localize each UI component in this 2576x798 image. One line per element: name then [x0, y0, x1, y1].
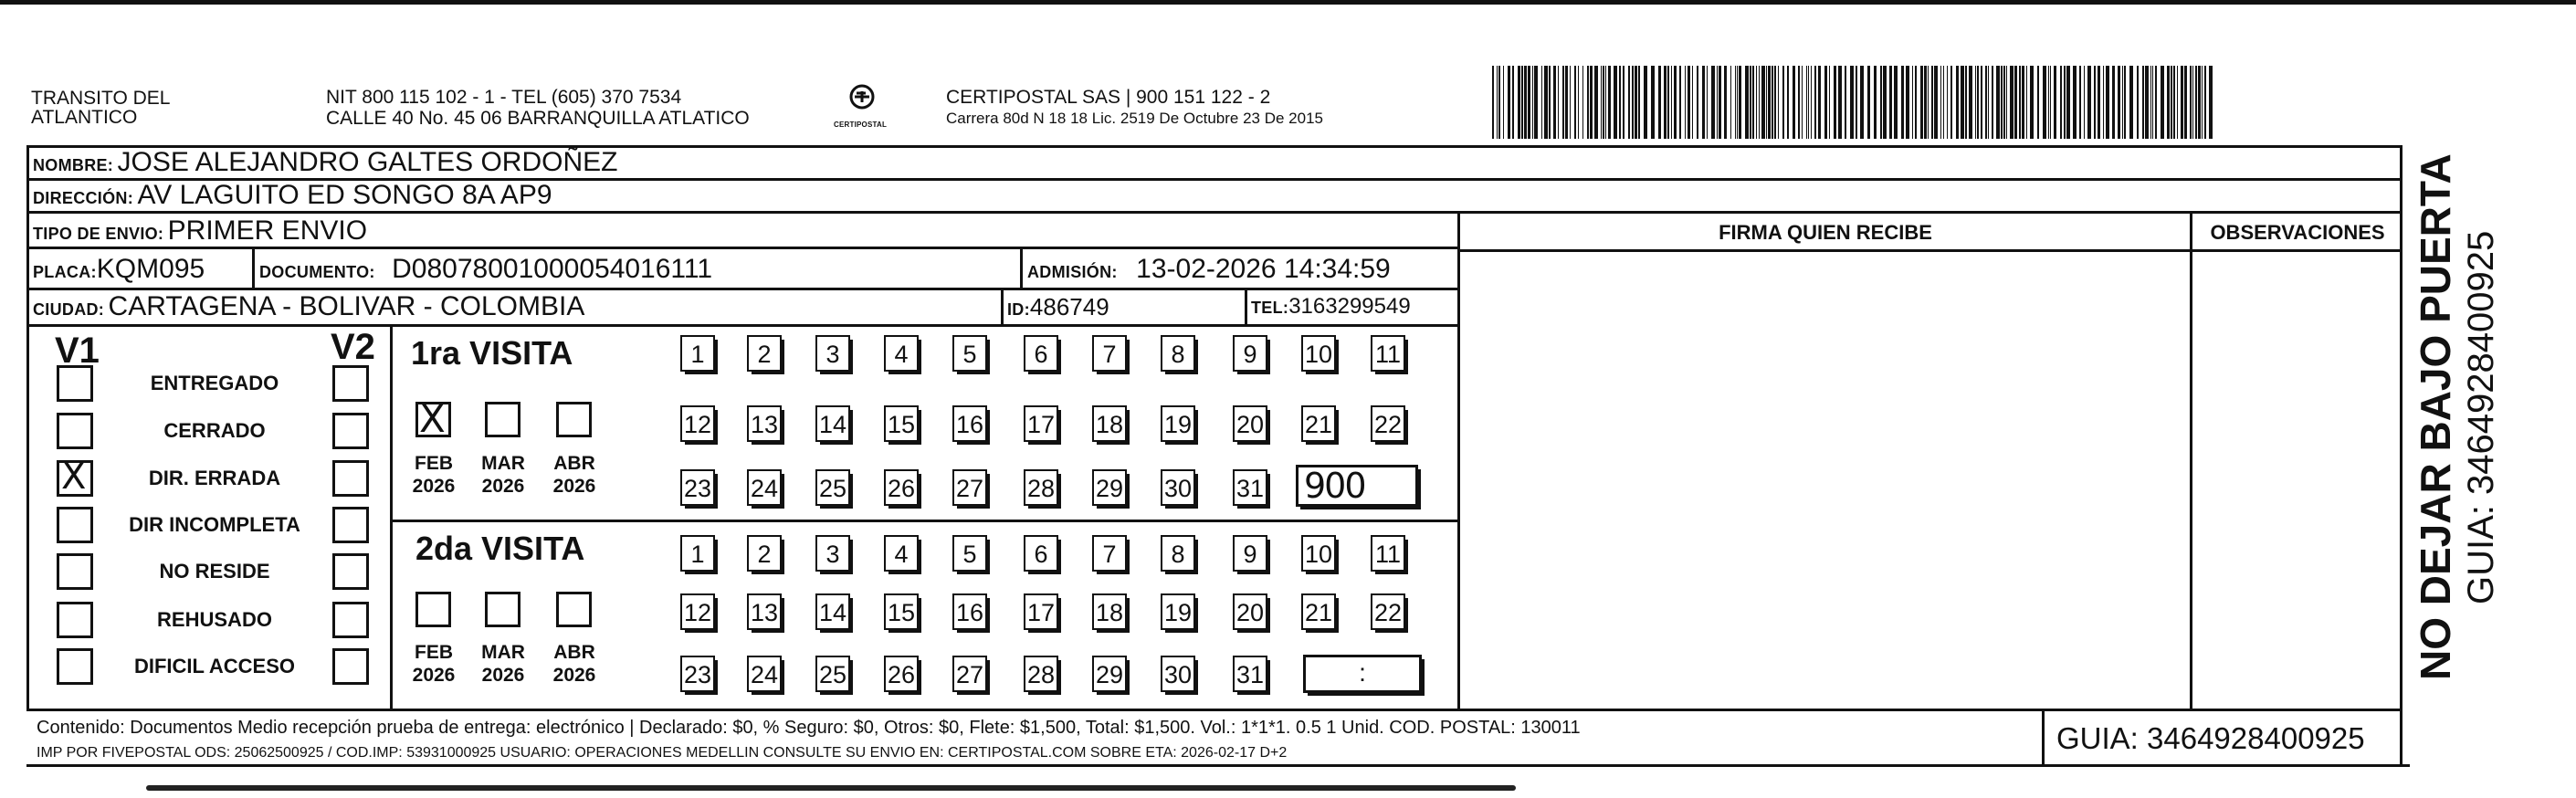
tel-value: 3163299549	[1288, 294, 1411, 319]
footer-imp: IMP POR FIVEPOSTAL ODS: 25062500925 / COD.IMP: 53931000925 USUARIO: OPERACIONES MEDELLIN CONSULTE SU ENVIO EN: CERTIPOSTAL.COM SOBRE ETA: 2026-02-17 D+2	[37, 745, 1288, 761]
day-box[interactable]: 2	[747, 335, 782, 372]
id-label: ID:	[1007, 300, 1030, 319]
signature-area[interactable]	[1461, 253, 2188, 708]
day-box[interactable]: 28	[1024, 469, 1058, 506]
v1-checkbox[interactable]	[57, 553, 93, 590]
col-divider	[1001, 288, 1004, 326]
v2-checkbox[interactable]	[332, 648, 369, 685]
nombre-row	[33, 147, 617, 183]
day-box[interactable]: 16	[952, 593, 987, 630]
month-label	[476, 452, 531, 498]
sender-nit: NIT 800 115 102 - 1 - TEL (605) 370 7534	[326, 87, 682, 108]
month-year: 2026	[552, 476, 596, 497]
month-checkbox[interactable]	[556, 402, 592, 437]
day-box[interactable]: 31	[1233, 469, 1267, 506]
col-divider	[1245, 288, 1247, 326]
month-name: FEB	[415, 642, 453, 663]
day-box[interactable]: 12	[680, 593, 715, 630]
day-box[interactable]: 15	[884, 593, 919, 630]
v2-checkbox[interactable]	[332, 365, 369, 402]
month-checkbox[interactable]	[415, 396, 451, 441]
visit2-title: 2da VISITA	[415, 530, 585, 567]
day-box[interactable]: 25	[815, 469, 850, 506]
day-box[interactable]: 12	[680, 405, 715, 442]
courier-address: Carrera 80d N 18 18 Lic. 2519 De Octubre 23 De 2015	[946, 110, 1323, 127]
month-checkbox[interactable]	[485, 592, 520, 627]
day-box[interactable]: 1	[680, 535, 715, 572]
day-box[interactable]: 9	[1233, 335, 1267, 372]
courier-name: CERTIPOSTAL SAS | 900 151 122 - 2	[946, 87, 1271, 108]
tipo-label: TIPO DE ENVIO:	[33, 225, 164, 243]
day-box[interactable]: 8	[1161, 535, 1195, 572]
month-label	[476, 641, 531, 687]
nombre-label: NOMBRE:	[33, 156, 114, 174]
v2-checkbox[interactable]	[332, 507, 369, 543]
side-warning: NO DEJAR BAJO PUERTA	[2412, 153, 2459, 680]
status-label: REHUSADO	[157, 608, 272, 631]
month-name: ABR	[553, 453, 595, 474]
day-box[interactable]: 30	[1161, 469, 1195, 506]
visit-divider	[390, 520, 1458, 522]
tipo-value: PRIMER ENVIO	[167, 215, 368, 246]
day-box[interactable]: 29	[1092, 656, 1127, 692]
day-box[interactable]: 21	[1301, 405, 1336, 442]
documento-value: D08078001000054016111	[392, 254, 713, 284]
month-label	[547, 452, 602, 498]
day-box[interactable]: 4	[884, 535, 919, 572]
day-box[interactable]: 14	[815, 593, 850, 630]
day-box[interactable]: 9	[1233, 535, 1267, 572]
documento-cell	[259, 254, 712, 289]
day-box[interactable]: 27	[952, 469, 987, 506]
day-box[interactable]: 6	[1024, 335, 1058, 372]
day-box[interactable]: 3	[815, 335, 850, 372]
col-divider	[2190, 211, 2192, 709]
barcode	[1492, 66, 2217, 139]
ciudad-label: CIUDAD:	[33, 300, 105, 319]
month-year: 2026	[481, 665, 525, 686]
month-name: ABR	[553, 642, 595, 663]
day-box[interactable]: 19	[1161, 405, 1195, 442]
ciudad-value: CARTAGENA - BOLIVAR - COLOMBIA	[108, 291, 585, 321]
id-cell	[1007, 291, 1109, 327]
sender-name-line2: ATLANTICO	[31, 107, 138, 128]
day-box[interactable]: 17	[1024, 405, 1058, 442]
day-box[interactable]: 8	[1161, 335, 1195, 372]
scan-bottom-edge	[146, 785, 1516, 791]
observaciones-area[interactable]	[2193, 253, 2402, 708]
col-divider	[390, 324, 393, 709]
day-box[interactable]: 7	[1092, 535, 1127, 572]
visit1-time-value: 900	[1304, 466, 1365, 506]
footer-contenido: Contenido: Documentos Medio recepción prueba de entrega: electrónico | Declarado: $0, % Seguro: $0, Otros: $0, Flete: $1,500, Total: $1,500. Vol.: 1*1*1. 0.5 1 Unid. COD. POSTAL: 130011	[37, 718, 1581, 738]
day-box[interactable]: 28	[1024, 656, 1058, 692]
day-box[interactable]: 22	[1371, 405, 1405, 442]
visit2-time-box[interactable]	[1303, 655, 1422, 693]
status-label: DIFICIL ACCESO	[133, 655, 295, 677]
day-box[interactable]: 2	[747, 535, 782, 572]
day-box[interactable]: 23	[680, 469, 715, 506]
month-label	[406, 452, 461, 498]
day-box[interactable]: 20	[1233, 405, 1267, 442]
admision-cell	[1027, 254, 1391, 289]
month-mark: X	[419, 396, 446, 441]
v1-checkbox[interactable]	[57, 456, 93, 498]
placa-cell	[33, 254, 205, 289]
day-box[interactable]: 13	[747, 405, 782, 442]
admision-value: 13-02-2026 14:34:59	[1136, 254, 1391, 284]
status-label: DIR INCOMPLETA	[129, 513, 300, 536]
placa-label: PLACA:	[33, 263, 97, 281]
certipostal-logo-icon	[844, 84, 880, 121]
firma-header: FIRMA QUIEN RECIBE	[1719, 221, 1932, 244]
day-box[interactable]: 22	[1371, 593, 1405, 630]
v1-checkbox[interactable]	[57, 413, 93, 449]
day-box[interactable]: 7	[1092, 335, 1127, 372]
v2-checkbox[interactable]	[332, 553, 369, 590]
visit1-title: 1ra VISITA	[411, 334, 573, 372]
v1-checkbox[interactable]	[57, 602, 93, 638]
month-name: MAR	[481, 453, 525, 474]
v2-checkbox[interactable]	[332, 602, 369, 638]
courier-details	[946, 86, 1323, 129]
status-label: ENTREGADO	[150, 372, 279, 394]
sender-details	[326, 86, 750, 130]
status-label: NO RESIDE	[159, 560, 270, 583]
day-box[interactable]: 25	[815, 656, 850, 692]
row-divider	[26, 709, 2403, 711]
day-box[interactable]: 15	[884, 405, 919, 442]
scan-top-edge	[0, 0, 2576, 5]
sender-name	[31, 87, 170, 129]
v1-checkbox[interactable]	[57, 648, 93, 685]
month-year: 2026	[481, 476, 525, 497]
tel-label: TEL:	[1251, 299, 1289, 317]
observaciones-header: OBSERVACIONES	[2210, 221, 2385, 244]
col-divider	[1020, 247, 1023, 289]
day-box[interactable]: 21	[1301, 593, 1336, 630]
tipo-row	[33, 215, 367, 251]
day-box[interactable]: 19	[1161, 593, 1195, 630]
direccion-label: DIRECCIÓN:	[33, 189, 133, 207]
month-year: 2026	[412, 476, 456, 497]
month-name: FEB	[415, 453, 453, 474]
month-checkbox[interactable]	[485, 402, 520, 437]
v2-label: V2	[331, 327, 375, 367]
day-box[interactable]: 26	[884, 656, 919, 692]
day-box[interactable]: 18	[1092, 593, 1127, 630]
day-box[interactable]: 13	[747, 593, 782, 630]
day-box[interactable]: 24	[747, 656, 782, 692]
day-box[interactable]: 5	[952, 535, 987, 572]
day-box[interactable]: 24	[747, 469, 782, 506]
day-box[interactable]: 10	[1301, 335, 1336, 372]
admision-label: ADMISIÓN:	[1027, 263, 1118, 281]
day-box[interactable]: 29	[1092, 469, 1127, 506]
v2-checkbox[interactable]	[332, 413, 369, 449]
v1-mark: X	[61, 456, 87, 498]
day-box[interactable]: 5	[952, 335, 987, 372]
footer-bottom-line	[26, 764, 2410, 767]
documento-label: DOCUMENTO:	[259, 263, 375, 281]
day-box[interactable]: 14	[815, 405, 850, 442]
side-guia: GUIA: 3464928400925	[2461, 230, 2501, 604]
status-label: CERRADO	[163, 419, 266, 442]
footer-divider	[2042, 710, 2045, 765]
status-label: DIR. ERRADA	[148, 467, 281, 489]
day-box[interactable]: 17	[1024, 593, 1058, 630]
logo-caption: CERTIPOSTAL	[834, 121, 888, 129]
signature-header-divider	[1458, 249, 2403, 252]
day-box[interactable]: 30	[1161, 656, 1195, 692]
day-box[interactable]: 27	[952, 656, 987, 692]
col-divider	[252, 247, 255, 289]
direccion-row	[33, 180, 552, 215]
day-box[interactable]: 10	[1301, 535, 1336, 572]
sender-address: CALLE 40 No. 45 06 BARRANQUILLA ATLATICO	[326, 108, 750, 129]
col-divider	[1457, 211, 1460, 709]
day-box[interactable]: 11	[1371, 335, 1405, 372]
day-box[interactable]: 1	[680, 335, 715, 372]
v1-checkbox[interactable]	[57, 507, 93, 543]
footer-right-line	[2400, 710, 2403, 766]
month-checkbox[interactable]	[415, 592, 451, 627]
month-label	[547, 641, 602, 687]
day-box[interactable]: 11	[1371, 535, 1405, 572]
id-value: 486749	[1029, 293, 1109, 320]
placa-value: KQM095	[96, 254, 205, 284]
month-name: MAR	[481, 642, 525, 663]
tel-cell	[1251, 291, 1411, 325]
sender-name-line1: TRANSITO DEL	[31, 88, 171, 109]
day-box[interactable]: 4	[884, 335, 919, 372]
nombre-value: JOSE ALEJANDRO GALTES ORDOÑEZ	[117, 147, 618, 177]
month-checkbox[interactable]	[556, 592, 592, 627]
day-box[interactable]: 3	[815, 535, 850, 572]
ciudad-cell	[33, 291, 584, 327]
month-year: 2026	[412, 665, 456, 686]
direccion-value: AV LAGUITO ED SONGO 8A AP9	[137, 180, 552, 210]
day-box[interactable]: 16	[952, 405, 987, 442]
visit2-time-value: :	[1359, 658, 1366, 687]
v1-label: V1	[55, 331, 100, 371]
v2-checkbox[interactable]	[332, 460, 369, 497]
month-year: 2026	[552, 665, 596, 686]
day-box[interactable]: 20	[1233, 593, 1267, 630]
visit1-time-box[interactable]	[1296, 465, 1418, 507]
day-box[interactable]: 23	[680, 656, 715, 692]
day-box[interactable]: 31	[1233, 656, 1267, 692]
day-box[interactable]: 18	[1092, 405, 1127, 442]
day-box[interactable]: 26	[884, 469, 919, 506]
v1-checkbox[interactable]	[57, 365, 93, 402]
day-box[interactable]: 6	[1024, 535, 1058, 572]
footer-guia: GUIA: 3464928400925	[2056, 721, 2365, 755]
month-label	[406, 641, 461, 687]
